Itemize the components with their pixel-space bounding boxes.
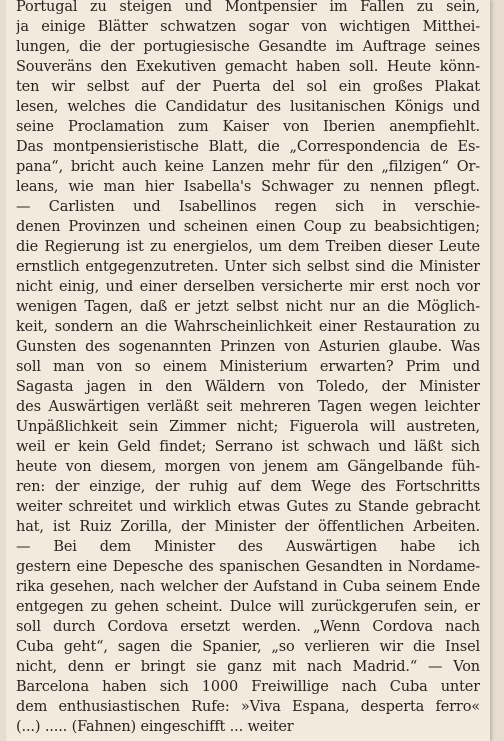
text-line: — Bei dem Minister des Auswärtigen habe ich <box>16 539 480 555</box>
text-line: rika gesehen, nach welcher der Aufstand in Cuba seinem Ende <box>16 579 480 595</box>
text-line: Cuba geht“, sagen die Spanier, „so verlieren wir die Insel <box>16 639 480 655</box>
text-line: entgegen zu gehen scheint. Dulce will zurückgerufen sein, er <box>16 599 480 615</box>
text-line: Gunsten des sogenannten Prinzen von Asturien glaube. Was <box>16 339 480 355</box>
text-line: soll man von so einem Ministerium erwarten? Prim und <box>16 359 480 375</box>
text-line: wenigen Tagen, daß er jetzt selbst nicht nur an die Möglich- <box>16 299 480 315</box>
text-line: heute von diesem, morgen von jenem am Gängelbande füh- <box>16 459 480 475</box>
text-line: ernstlich entgegenzutreten. Unter sich selbst sind die Minister <box>16 259 480 275</box>
text-line: nicht, denn er bringt sie ganz mit nach Madrid.“ — Von <box>16 659 480 675</box>
text-line: dem enthusiastischen Rufe: »Viva Espana, desperta ferro« <box>16 699 480 715</box>
text-line: die Regierung ist zu energielos, um dem Treiben dieser Leute <box>16 239 480 255</box>
text-line: seine Proclamation zum Kaiser von Iberien anempfiehlt. <box>16 119 480 135</box>
text-line: Barcelona haben sich 1000 Freiwillige nach Cuba unter <box>16 679 480 695</box>
text-line: nicht einig, und einer derselben versicherte mir erst noch vor <box>16 279 480 295</box>
text-line: Sagasta jagen in den Wäldern von Toledo, der Minister <box>16 379 480 395</box>
text-line: pana“, bricht auch keine Lanzen mehr für den „filzigen“ Or- <box>16 159 480 175</box>
text-line: ren: der einzige, der ruhig auf dem Wege des Fortschritts <box>16 479 480 495</box>
text-line: gestern eine Depesche des spanischen Gesandten in Nordame- <box>16 559 480 575</box>
text-line: Das montpensieristische Blatt, die „Correspondencia de Es- <box>16 139 480 155</box>
text-line: keit, sondern an die Wahrscheinlichkeit einer Restauration zu <box>16 319 480 335</box>
text-line: Souveräns den Exekutiven gemacht haben soll. Heute könn- <box>16 59 480 75</box>
text-line: lungen, die der portugiesische Gesandte im Auftrage seines <box>16 39 480 55</box>
text-line: soll durch Cordova ersetzt werden. „Wenn Cordova nach <box>16 619 480 635</box>
text-line: (...) ..... (Fahnen) eingeschifft ... weiter <box>16 719 294 735</box>
text-line: ten wir selbst auf der Puerta del sol ein großes Plakat <box>16 79 480 95</box>
text-line: weil er kein Geld findet; Serrano ist schwach und läßt sich <box>16 439 480 455</box>
text-line: leans, wie man hier Isabella's Schwager zu nennen pflegt. <box>16 179 480 195</box>
article-body <box>16 0 480 737</box>
newspaper-clipping <box>6 0 490 741</box>
text-line: hat, ist Ruiz Zorilla, der Minister der öffentlichen Arbeiten. <box>16 519 480 535</box>
text-line: Unpäßlichkeit sein Zimmer nicht; Figuerola will austreten, <box>16 419 480 435</box>
text-line: weiter schreitet und wirklich etwas Gutes zu Stande gebracht <box>16 499 480 515</box>
text-line: — Carlisten und Isabellinos regen sich in verschie- <box>16 199 480 215</box>
text-line: Portugal zu steigen und Montpensier im Fallen zu sein, <box>16 0 480 15</box>
text-line: denen Provinzen und scheinen einen Coup zu beabsichtigen; <box>16 219 480 235</box>
text-line: lesen, welches die Candidatur des lusitanischen Königs und <box>16 99 480 115</box>
text-line: ja einige Blätter schwatzen sogar von wichtigen Mitthei- <box>16 19 480 35</box>
text-line: des Auswärtigen verläßt seit mehreren Tagen wegen leichter <box>16 399 480 415</box>
